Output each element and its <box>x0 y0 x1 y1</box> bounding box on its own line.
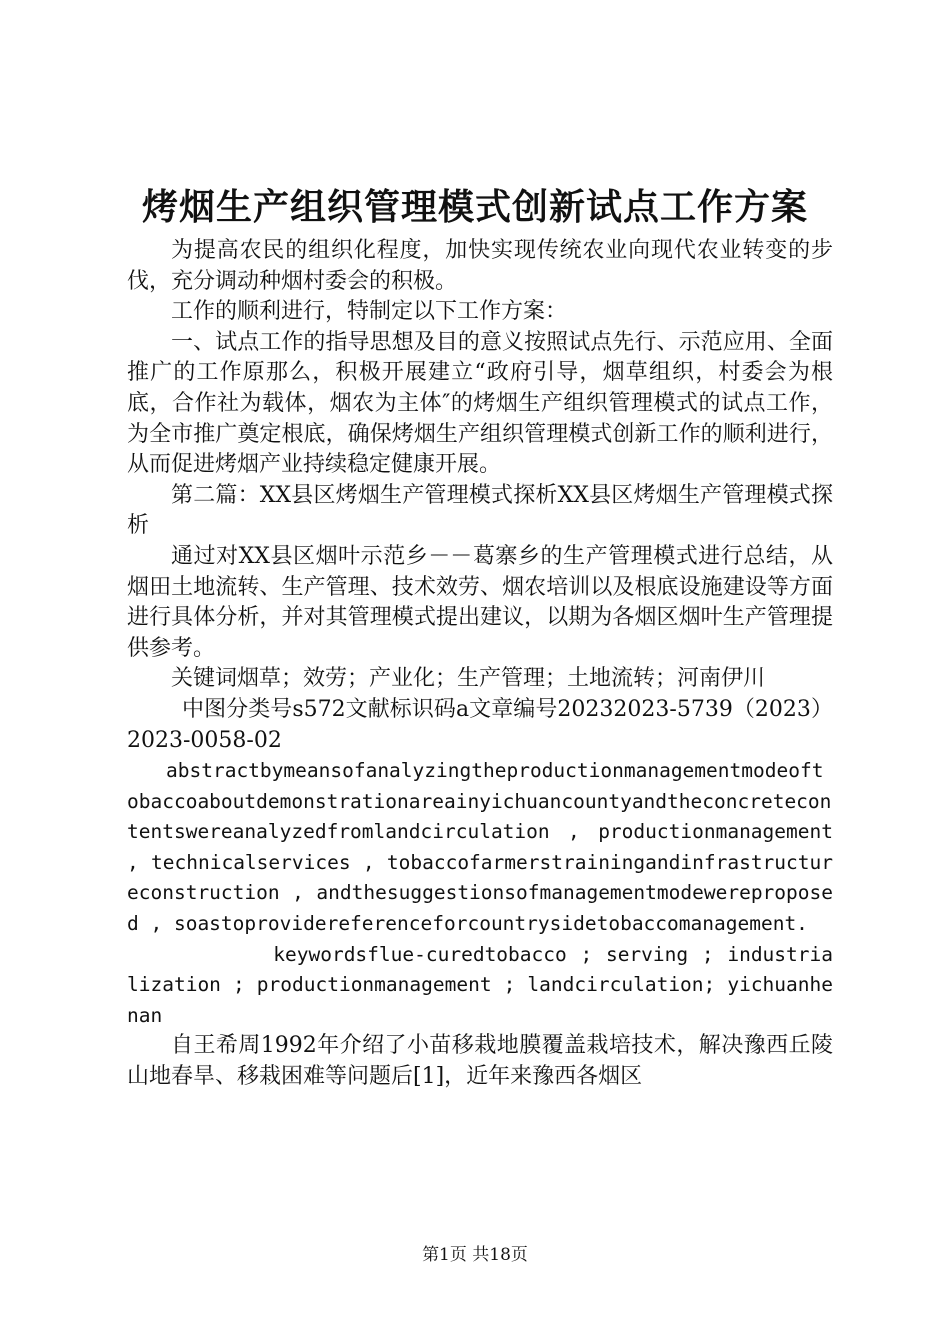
document-title: 烤烟生产组织管理模式创新试点工作方案 <box>141 187 808 228</box>
document-body <box>127 236 833 1093</box>
paragraph-abstract-en: abstractbymeansofanalyzingtheproductionmanagementmodeoftobaccoaboutdemonstrationareainyichuancountyandtheconcretecontentswereanalyzedfromlandcirculation , productionmanagement , technicalservices , tobaccofarmerstrainingandinfrastructureconstruction , andthesuggestionsofmanagementmodewereproposed , soastoprovidereferenceforcountrysidetobaccomanagement. <box>127 759 833 936</box>
paragraph-classification: 中图分类号s572文献标识码a文章编号20232023-5739（2023）2023-0058-02 <box>127 696 833 753</box>
paragraph-keywords-cn: 关键词烟草；效劳；产业化；生产管理；土地流转；河南伊川 <box>171 666 766 692</box>
page-number-footer: 第1页 共18页 <box>422 1245 528 1265</box>
paragraph-summary: 通过对XX县区烟叶示范乡－－葛寨乡的生产管理模式进行总结，从烟田土地流转、生产管理、技术效劳、烟农培训以及根底设施建设等方面进行具体分析，并对其管理模式提出建议，以期为各烟区烟叶生产管理提供参考。 <box>127 543 833 661</box>
paragraph-guiding-ideology: 一、试点工作的指导思想及目的意义按照试点先行、示范应用、全面推广的工作原那么，积极开展建立“政府引导，烟草组织，村委会为根底，合作社为载体，烟农为主体″的烤烟生产组织管理模式的试点工作，为全市推广奠定根底，确保烤烟生产组织管理模式创新工作的顺利进行，从而促进烤烟产业持续稳定健康开展。 <box>127 329 833 478</box>
paragraph-plan-lead: 工作的顺利进行，特制定以下工作方案： <box>171 299 568 325</box>
paragraph-background: 自王希周1992年介绍了小苗移栽地膜覆盖栽培技术，解决豫西丘陵山地春旱、移栽困难等问题后[1]，近年来豫西各烟区 <box>127 1033 833 1090</box>
paragraph-keywords-en: keywordsflue-curedtobacco ; serving ; industrialization ; productionmanagement ; landcirculation; yichuanhenan <box>127 942 833 1027</box>
paragraph-second-article-title: 第二篇：XX县区烤烟生产管理模式探析XX县区烤烟生产管理模式探析 <box>127 482 833 539</box>
paragraph-intro: 为提高农民的组织化程度，加快实现传统农业向现代农业转变的步伐，充分调动种烟村委会的积极。 <box>127 238 833 294</box>
